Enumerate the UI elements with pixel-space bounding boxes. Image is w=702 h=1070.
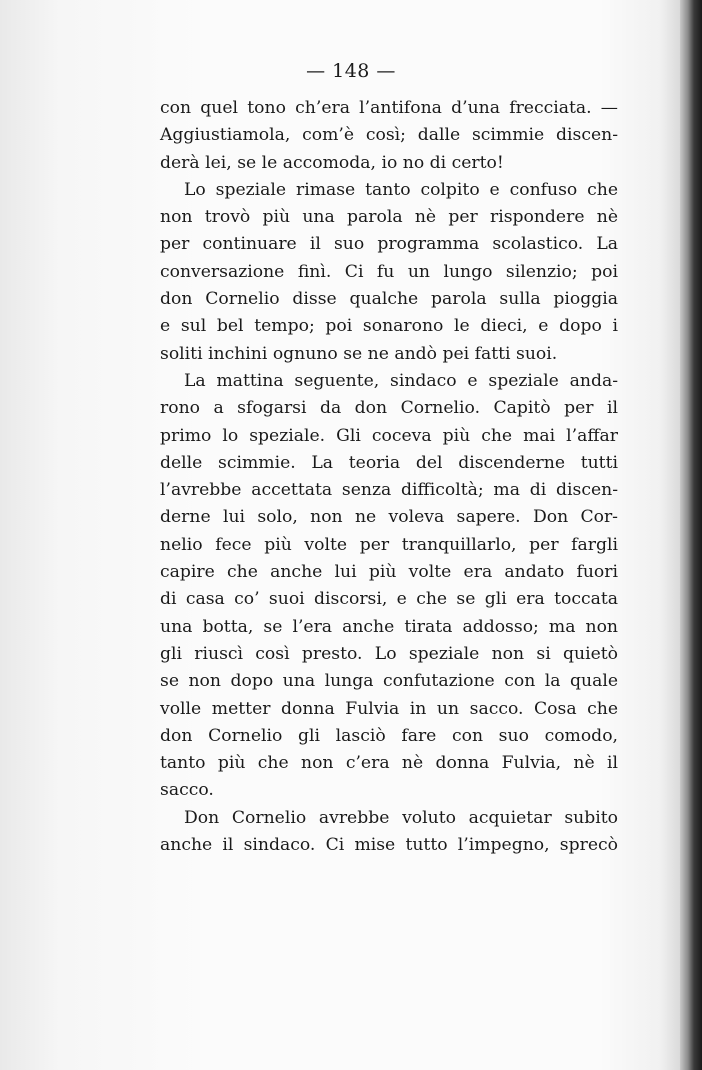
text-line: se non dopo una lunga confutazione con la quale (160, 671, 618, 692)
text-line: anche il sindaco. Ci mise tutto l’impegno, sprecò (160, 835, 618, 856)
text-line: tanto più che non c’era nè donna Fulvia, nè il (160, 753, 618, 774)
text-line: di casa co’ suoi discorsi, e che se gli era toccata (160, 589, 618, 610)
page-number: — 148 — (306, 60, 396, 82)
text-line: derà lei, se le accomoda, io no di certo! (160, 152, 504, 173)
text-line: con quel tono ch’era l’antifona d’una frecciata. — (160, 98, 618, 118)
text-line: don Cornelio gli lasciò fare con suo comodo, (160, 725, 618, 746)
text-line: Don Cornelio avrebbe voluto acquietar subito (184, 807, 618, 828)
text-line: e sul bel tempo; poi sonarono le dieci, e dopo i (160, 316, 618, 337)
text-line: primo lo speziale. Gli coceva più che mai l’affar (160, 425, 618, 446)
text-line: don Cornelio disse qualche parola sulla pioggia (160, 289, 618, 310)
text-line: capire che anche lui più volte era andato fuori (160, 562, 618, 583)
text-line: La mattina seguente, sindaco e speziale anda- (184, 370, 618, 391)
text-line: soliti inchini ognuno se ne andò pei fatti suoi. (160, 343, 558, 364)
text-line: per continuare il suo programma scolastico. La (160, 234, 618, 255)
body-text (160, 95, 618, 859)
page-binding-edge (680, 0, 702, 1070)
text-line: non trovò più una parola nè per rispondere nè (160, 207, 618, 228)
text-line: Aggiustiamola, com’è così; dalle scimmie discen- (160, 125, 618, 146)
text-line: nelio fece più volte per tranquillarlo, per fargli (160, 534, 618, 555)
text-line: conversazione finì. Ci fu un lungo silenzio; poi (160, 261, 618, 282)
text-line: gli riuscì così presto. Lo speziale non si quietò (160, 643, 618, 664)
text-line: Lo speziale rimase tanto colpito e confuso che (184, 179, 618, 200)
text-line: sacco. (160, 780, 214, 801)
text-line: una botta, se l’era anche tirata addosso; ma non (160, 616, 618, 637)
text-line: derne lui solo, non ne voleva sapere. Don Cor- (160, 507, 618, 528)
text-line: delle scimmie. La teoria del discenderne tutti (160, 452, 618, 473)
text-line: l’avrebbe accettata senza difficoltà; ma di discen- (160, 480, 618, 501)
text-line: rono a sfogarsi da don Cornelio. Capitò per il (160, 398, 618, 419)
text-line: volle metter donna Fulvia in un sacco. Cosa che (160, 698, 618, 719)
